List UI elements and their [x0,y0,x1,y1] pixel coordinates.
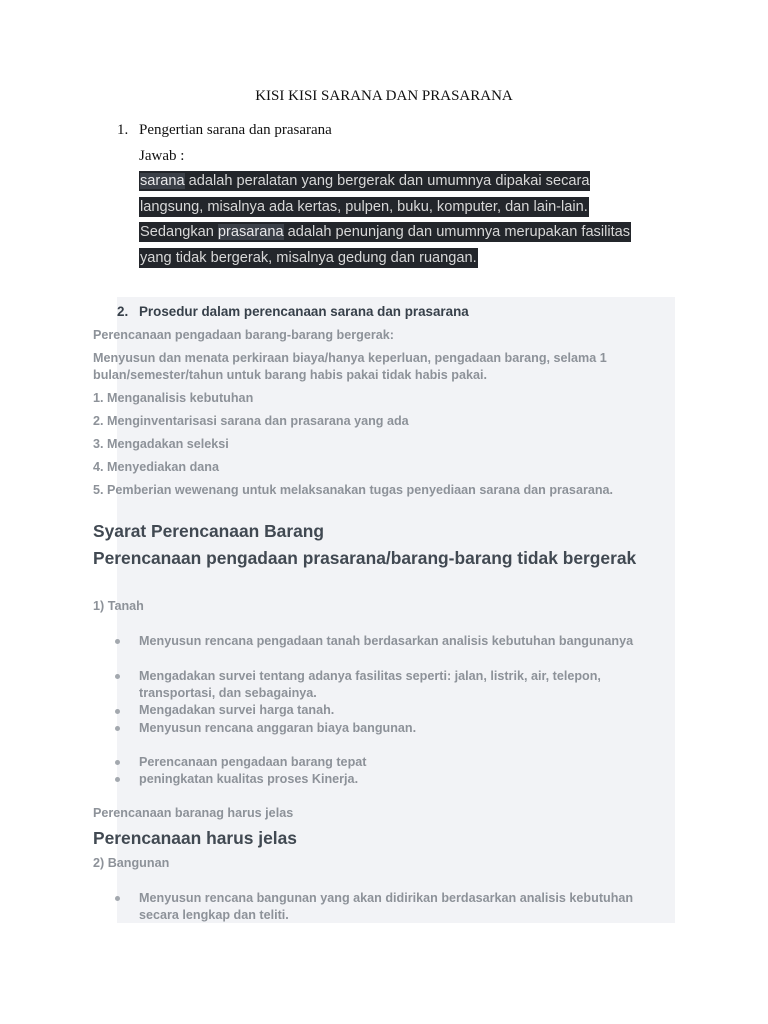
extra-bullet: Perencanaan pengadaan barang tepat [139,755,367,769]
bullet-dot-icon [115,777,120,782]
jelas-text: Perencanaan baranag harus jelas [93,806,294,820]
bullet-dot-icon [115,674,120,679]
item-number-2: 2. [117,304,129,319]
tanah-bullet: Mengadakan survei tentang adanya fasilitas seperti: jalan, listrik, air, telepon, transportasi, dan sebagainya. [139,669,601,700]
highlight-sarana: sarana [140,173,185,189]
step-item: 5. Pemberian wewenang untuk melaksanakan tugas penyediaan sarana dan prasarana. [93,483,614,497]
tanah-bullet: Menyusun rencana pengadaan tanah berdasarkan analisis kebutuhan bangunanya [139,634,634,648]
step-item: 3. Mengadakan seleksi [93,437,229,451]
section1-heading: Pengertian sarana dan prasarana [139,122,332,138]
document-title: KISI KISI SARANA DAN PRASARANA [255,88,513,104]
bullet-dot-icon [115,726,120,731]
answer-line-3-pre: Sedangkan [140,224,218,240]
tanah-bullet: Menyusun rencana anggaran biaya bangunan. [139,721,417,735]
bullet-dot-icon [115,760,120,765]
tidak-bergerak-heading: Perencanaan pengadaan prasarana/barang-barang tidak bergerak [93,548,637,568]
extra-bullet: peningkatan kualitas proses Kinerja. [139,772,359,786]
bangunan-bullet: Menyusun rencana bangunan yang akan didirikan berdasarkan analisis kebutuhan secara lengkap dan teliti. [139,891,634,922]
bullet-dot-icon [115,709,120,714]
answer-line-4: yang tidak bergerak, misalnya gedung dan ruangan. [140,250,477,266]
answer-line-3-text: adalah penunjang dan umumnya merupakan fasilitas [283,224,631,240]
answer-line-3 [139,222,631,242]
description-paragraph: Menyusun dan menata perkiraan biaya/hanya keperluan, pengadaan barang, selama 1 bulan/semester/tahun untuk barang habis pakai tidak habis pakai. [93,351,607,382]
tanah-bullet: Mengadakan survei harga tanah. [139,703,335,717]
step-item: 1. Menganalisis kebutuhan [93,391,254,405]
highlight-prasarana: prasarana [217,224,284,240]
answer-line-2: langsung, misalnya ada kertas, pulpen, buku, komputer, dan lain-lain. [140,199,588,215]
tanah-label: 1) Tanah [93,599,144,613]
step-item: 4. Menyediakan dana [93,460,219,474]
intro-text: Perencanaan pengadaan barang-barang bergerak: [93,328,394,342]
bullet-dot-icon [115,896,120,901]
item-number-1: 1. [117,122,129,138]
step-item: 2. Menginventarisasi sarana dan prasarana yang ada [93,414,409,428]
jelas-heading: Perencanaan harus jelas [93,828,297,848]
answer-line-1-text: adalah peralatan yang bergerak dan umumnya dipakai secara [184,173,590,189]
bullet-dot-icon [115,639,120,644]
bangunan-label: 2) Bangunan [93,856,170,870]
syarat-heading: Syarat Perencanaan Barang [93,521,325,541]
answer-line-1 [139,171,590,191]
section2-heading: Prosedur dalam perencanaan sarana dan prasarana [139,304,469,319]
jawab-label: Jawab : [139,148,185,164]
